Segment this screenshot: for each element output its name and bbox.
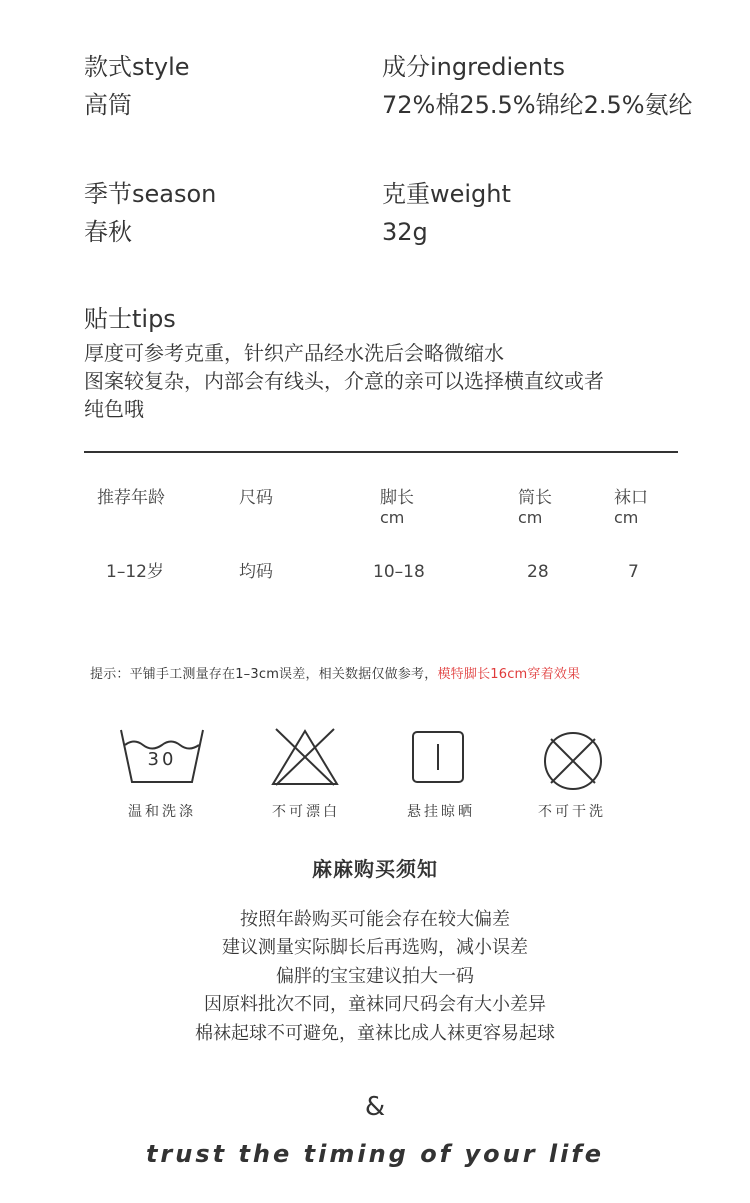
slogan: trust the timing of your life — [145, 1140, 605, 1168]
no-dry-clean-icon — [542, 730, 604, 792]
ampersand: & — [364, 1092, 386, 1122]
notice-title: 麻麻购买须知 — [312, 857, 438, 881]
table-cell-foot-length: 10–18 — [373, 562, 425, 582]
table-header-tube-length-unit: cm — [518, 508, 543, 527]
no-bleach-icon — [270, 727, 340, 787]
measurement-note — [90, 663, 580, 682]
spec-style-value: 高筒 — [84, 91, 132, 119]
notice-line-3: 偏胖的宝宝建议拍大一码 — [276, 966, 474, 987]
divider-rule — [84, 451, 678, 453]
tips-line-3: 纯色哦 — [84, 397, 144, 421]
spec-weight-value: 32g — [382, 218, 428, 246]
table-header-age: 推荐年龄 — [97, 488, 165, 508]
care-label-wash: 温和洗涤 — [128, 804, 196, 820]
measurement-note-highlight: 模特脚长16cm穿着效果 — [437, 667, 581, 682]
notice-line-1: 按照年龄购买可能会存在较大偏差 — [240, 909, 510, 930]
spec-season-value: 春秋 — [84, 218, 132, 246]
table-header-cuff: 袜口 cm — [614, 488, 648, 527]
table-header-foot-length-unit: cm — [380, 508, 405, 527]
spec-ingredients-value: 72%棉25.5%锦纶2.5%氨纶 — [382, 91, 693, 119]
notice-line-4: 因原料批次不同，童袜同尺码会有大小差异 — [204, 994, 546, 1015]
spec-style-label: 款式style — [84, 53, 190, 81]
tips-line-2: 图案较复杂，内部会有线头，介意的亲可以选择横直纹或者 — [84, 369, 604, 393]
spec-weight-label: 克重weight — [382, 180, 511, 208]
hang-dry-icon — [411, 730, 465, 784]
table-cell-size: 均码 — [239, 562, 273, 582]
table-cell-tube-length: 28 — [527, 562, 549, 582]
notice-line-5: 棉袜起球不可避免，童袜比成人袜更容易起球 — [195, 1023, 555, 1044]
care-label-hang-dry: 悬挂晾晒 — [407, 804, 475, 820]
wash-temperature: 30 — [147, 749, 177, 770]
spec-ingredients-label: 成分ingredients — [382, 53, 566, 81]
table-cell-age: 1–12岁 — [106, 562, 164, 582]
spec-season-label: 季节season — [84, 180, 217, 208]
care-label-no-bleach: 不可漂白 — [272, 804, 340, 820]
wash-30-icon — [118, 727, 206, 785]
care-label-no-dry-clean: 不可干洗 — [538, 804, 606, 820]
table-header-foot-length: 脚长 cm — [380, 488, 414, 527]
table-header-cuff-unit: cm — [614, 508, 639, 527]
tips-label: 贴士tips — [84, 305, 176, 333]
table-header-size: 尺码 — [239, 488, 273, 508]
measurement-note-text: 提示：平铺手工测量存在1–3cm误差，相关数据仅做参考， — [90, 667, 438, 682]
tips-line-1: 厚度可参考克重，针织产品经水洗后会略微缩水 — [84, 341, 504, 365]
table-cell-cuff: 7 — [628, 562, 639, 582]
notice-line-2: 建议测量实际脚长后再选购，减小误差 — [222, 937, 528, 958]
table-header-tube-length: 筒长 cm — [518, 488, 552, 527]
